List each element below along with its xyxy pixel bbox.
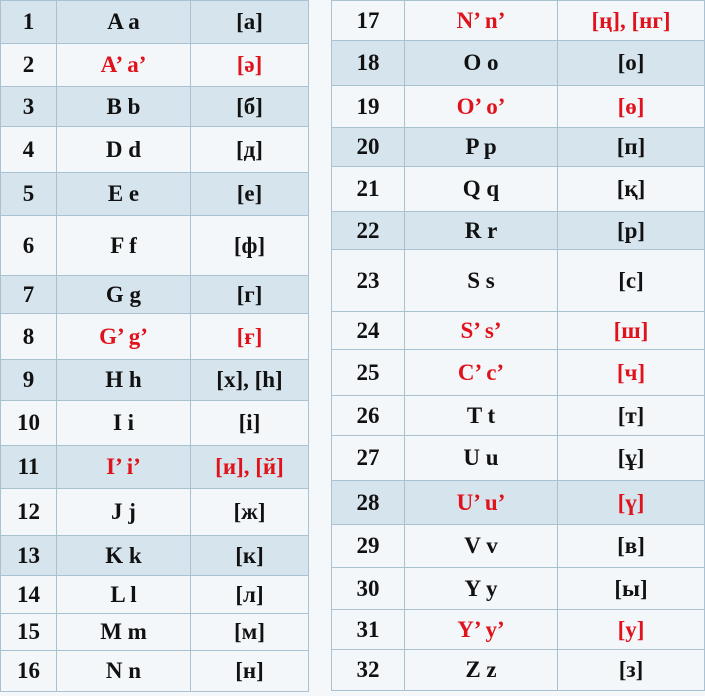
- cyrillic-sound: [ә]: [191, 44, 309, 87]
- latin-letter: L l: [57, 576, 191, 614]
- cyrillic-sound: [і]: [191, 401, 309, 446]
- table-row: [332, 525, 705, 568]
- table-row: [1, 87, 309, 127]
- table-row: [1, 401, 309, 446]
- table-row: [1, 651, 309, 692]
- latin-letter: J j: [57, 489, 191, 536]
- row-number: 21: [332, 167, 405, 212]
- latin-letter: Y’ y’: [405, 610, 558, 650]
- table-row: [332, 41, 705, 86]
- cyrillic-sound: [к]: [191, 536, 309, 576]
- cyrillic-sound: [б]: [191, 87, 309, 127]
- row-number: 24: [332, 312, 405, 350]
- latin-letter: F f: [57, 216, 191, 276]
- row-number: 16: [1, 651, 57, 692]
- cyrillic-sound: [и], [й]: [191, 446, 309, 489]
- table-row: [332, 250, 705, 312]
- latin-letter: A’ a’: [57, 44, 191, 87]
- table-row: [332, 1, 705, 41]
- latin-letter: H h: [57, 360, 191, 401]
- latin-letter: S’ s’: [405, 312, 558, 350]
- table-row: [332, 350, 705, 396]
- row-number: 25: [332, 350, 405, 396]
- latin-letter: A a: [57, 1, 191, 44]
- table-row: [1, 614, 309, 651]
- cyrillic-sound: [в]: [558, 525, 705, 568]
- cyrillic-sound: [п]: [558, 128, 705, 167]
- cyrillic-sound: [х], [h]: [191, 360, 309, 401]
- cyrillic-sound: [ш]: [558, 312, 705, 350]
- table-row: [1, 1, 309, 44]
- table-row: [1, 216, 309, 276]
- latin-letter: Y y: [405, 568, 558, 610]
- latin-letter: Q q: [405, 167, 558, 212]
- table-row: [1, 360, 309, 401]
- latin-letter: N’ n’: [405, 1, 558, 41]
- latin-letter: U’ u’: [405, 481, 558, 525]
- latin-letter: N n: [57, 651, 191, 692]
- row-number: 28: [332, 481, 405, 525]
- cyrillic-sound: [т]: [558, 396, 705, 436]
- row-number: 22: [332, 212, 405, 250]
- row-number: 7: [1, 276, 57, 314]
- latin-letter: I’ i’: [57, 446, 191, 489]
- cyrillic-sound: [н]: [191, 651, 309, 692]
- latin-letter: M m: [57, 614, 191, 651]
- latin-letter: O’ o’: [405, 86, 558, 128]
- cyrillic-sound: [г]: [191, 276, 309, 314]
- row-number: 27: [332, 436, 405, 481]
- latin-letter: G g: [57, 276, 191, 314]
- table-row: [1, 576, 309, 614]
- cyrillic-sound: [е]: [191, 173, 309, 216]
- latin-letter: B b: [57, 87, 191, 127]
- cyrillic-sound: [у]: [558, 610, 705, 650]
- latin-letter: D d: [57, 127, 191, 173]
- table-row: [332, 167, 705, 212]
- table-row: [332, 650, 705, 691]
- row-number: 31: [332, 610, 405, 650]
- latin-letter: O o: [405, 41, 558, 86]
- cyrillic-sound: [а]: [191, 1, 309, 44]
- cyrillic-sound: [ч]: [558, 350, 705, 396]
- row-number: 8: [1, 314, 57, 360]
- row-number: 4: [1, 127, 57, 173]
- cyrillic-sound: [з]: [558, 650, 705, 691]
- cyrillic-sound: [ұ]: [558, 436, 705, 481]
- table-row: [1, 276, 309, 314]
- cyrillic-sound: [л]: [191, 576, 309, 614]
- cyrillic-sound: [с]: [558, 250, 705, 312]
- table-row: [1, 489, 309, 536]
- row-number: 23: [332, 250, 405, 312]
- row-number: 10: [1, 401, 57, 446]
- cyrillic-sound: [ж]: [191, 489, 309, 536]
- latin-letter: S s: [405, 250, 558, 312]
- cyrillic-sound: [ғ]: [191, 314, 309, 360]
- row-number: 5: [1, 173, 57, 216]
- latin-letter: P p: [405, 128, 558, 167]
- cyrillic-sound: [ң], [нг]: [558, 1, 705, 41]
- row-number: 9: [1, 360, 57, 401]
- row-number: 11: [1, 446, 57, 489]
- table-row: [1, 536, 309, 576]
- row-number: 13: [1, 536, 57, 576]
- cyrillic-sound: [ө]: [558, 86, 705, 128]
- table-row: [1, 446, 309, 489]
- table-row: [332, 436, 705, 481]
- table-row: [1, 127, 309, 173]
- table-row: [332, 312, 705, 350]
- row-number: 3: [1, 87, 57, 127]
- table-row: [1, 44, 309, 87]
- row-number: 1: [1, 1, 57, 44]
- row-number: 6: [1, 216, 57, 276]
- row-number: 15: [1, 614, 57, 651]
- row-number: 18: [332, 41, 405, 86]
- cyrillic-sound: [м]: [191, 614, 309, 651]
- latin-letter: Z z: [405, 650, 558, 691]
- latin-letter: R r: [405, 212, 558, 250]
- latin-letter: U u: [405, 436, 558, 481]
- row-number: 32: [332, 650, 405, 691]
- row-number: 12: [1, 489, 57, 536]
- alphabet-table-left: [0, 0, 309, 692]
- latin-letter: C’ c’: [405, 350, 558, 396]
- table-row: [332, 481, 705, 525]
- row-number: 14: [1, 576, 57, 614]
- row-number: 19: [332, 86, 405, 128]
- cyrillic-sound: [д]: [191, 127, 309, 173]
- latin-letter: K k: [57, 536, 191, 576]
- table-row: [1, 173, 309, 216]
- latin-letter: T t: [405, 396, 558, 436]
- cyrillic-sound: [о]: [558, 41, 705, 86]
- alphabet-table-right: [331, 0, 705, 691]
- cyrillic-sound: [р]: [558, 212, 705, 250]
- row-number: 17: [332, 1, 405, 41]
- latin-letter: E e: [57, 173, 191, 216]
- cyrillic-sound: [ү]: [558, 481, 705, 525]
- row-number: 30: [332, 568, 405, 610]
- table-row: [332, 396, 705, 436]
- table-row: [332, 212, 705, 250]
- row-number: 29: [332, 525, 405, 568]
- row-number: 20: [332, 128, 405, 167]
- row-number: 26: [332, 396, 405, 436]
- table-row: [332, 86, 705, 128]
- cyrillic-sound: [ф]: [191, 216, 309, 276]
- cyrillic-sound: [қ]: [558, 167, 705, 212]
- table-row: [332, 568, 705, 610]
- cyrillic-sound: [ы]: [558, 568, 705, 610]
- table-row: [1, 314, 309, 360]
- latin-letter: I i: [57, 401, 191, 446]
- latin-letter: G’ g’: [57, 314, 191, 360]
- latin-letter: V v: [405, 525, 558, 568]
- table-row: [332, 128, 705, 167]
- row-number: 2: [1, 44, 57, 87]
- table-row: [332, 610, 705, 650]
